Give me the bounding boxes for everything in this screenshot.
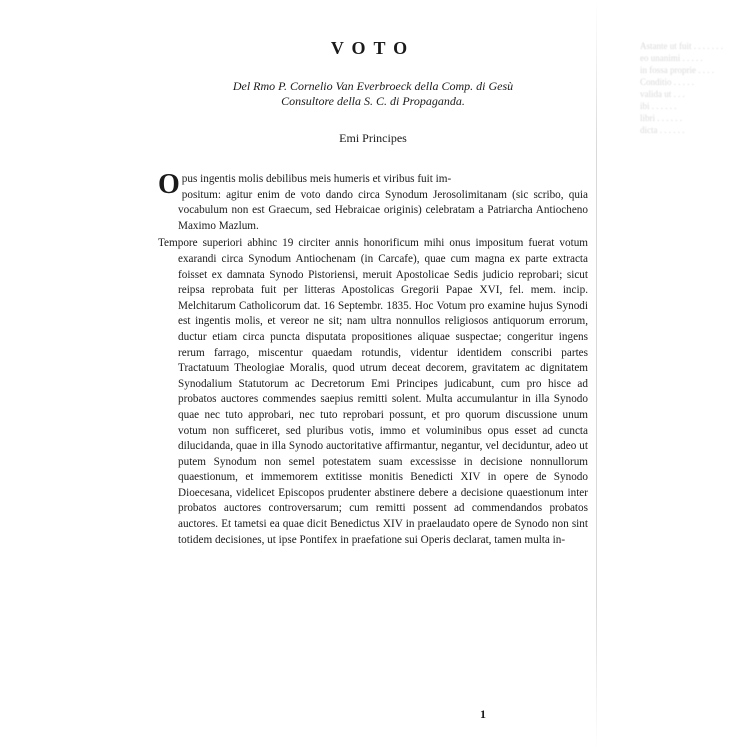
paragraph-2: Tempore superiori abhinc 19 circiter annis honorificum mihi onus impositum fuerat votum exarandi circa Synodum Antiochenam (in Carcafe), quae cum magna ex parte extracta foisset ex damnata Synodo Pistoriensi, meruit Apostolicae Sedis judicio reprobari; sicut reipsa reprobata fuit per litteras Apostolicas Gregorii Papae XVI, fel. mem. incip. Melchitarum Catholicorum dat. 16 Septembr. 1835. Hoc Votum pro examine hujus Synodi est ingentis molis, et vereor ne sit; nam ultra nonnullos religiosos antiquorum errorum, ductur etiam circa puncta disputata propositiones aliquae suspectae; congeritur ingens rerum farrago, miscentur quaedam rotundis, videntur identidem conscribi partes Tractatuum Theologiae Moralis, quod utrum deceat decorem, gravitatem ac dignitatem Synodalium Statutorum ac Decretorum Emi Principes judicabunt, cum pro hisce ad probatos auctores commendes saepius remitti solent. Multa accumulantur in illa Synodo quae nec tuto approbari, nec tuto reprobari possunt, et pro quorum discussione unum votum non sufficeret, sed pluribus votis, immo et voluminibus opus esset ad cuncta dilucidanda, quae in illa Synodo auctoritative affirmantur, negantur, vel deciduntur, adeo ut putem Synodum non semel potestatem suam excessisse in decisione nonnullorum quaestionum, et immemorem extitisse monitis Benedicti XIV in opere de Synodo Dioecesana, videlicet Episcopos prudenter abstinere debere a decisione quaestionum inter probatos auctores controversarum; cum remitti possent ad commendandos probatos auctores. Et tametsi ea quae dicit Benedictus XIV in praelaudato opere de Synodo non sint totidem decisiones, ut ipse Pontifex in praefatione sui Operis declarat, tamen multa in- <box>158 237 588 546</box>
page-content <box>158 38 588 550</box>
page-number: 1 <box>480 707 486 721</box>
subtitle-line-2: Consultore della S. C. di Propaganda. <box>281 94 465 108</box>
body-text <box>158 169 588 548</box>
document-subtitle <box>158 79 588 109</box>
drop-cap: O <box>158 169 180 200</box>
salutation: Emi Principes <box>339 131 407 145</box>
page-fold-shadow <box>596 0 597 750</box>
facing-page-bleed: Astante ut fuit . . . . . . . eo unanimi . . . . . in fossa proprie . . . . Conditio . . . . . valida ut . . . ibi . . . . . . libri . . . . . . dicta . . . . . . <box>640 41 723 135</box>
paragraph-1 <box>158 169 588 234</box>
paragraph-1-rest: positum: agitur enim de voto dando circa Synodum Jerosolimitanam (sic scribo, quia vocabulum non est Graecum, sed Hebraicae originis) celebratam a Patriarcha Antiocheno Maximo Mazlum. <box>178 188 588 232</box>
document-title: VOTO <box>330 38 416 58</box>
subtitle-line-1: Del Rmo P. Cornelio Van Everbroeck della Comp. di Gesù <box>232 79 514 93</box>
paragraph-1-lead: pus ingentis molis debilibus meis humeris et viribus fuit im- <box>181 173 452 185</box>
